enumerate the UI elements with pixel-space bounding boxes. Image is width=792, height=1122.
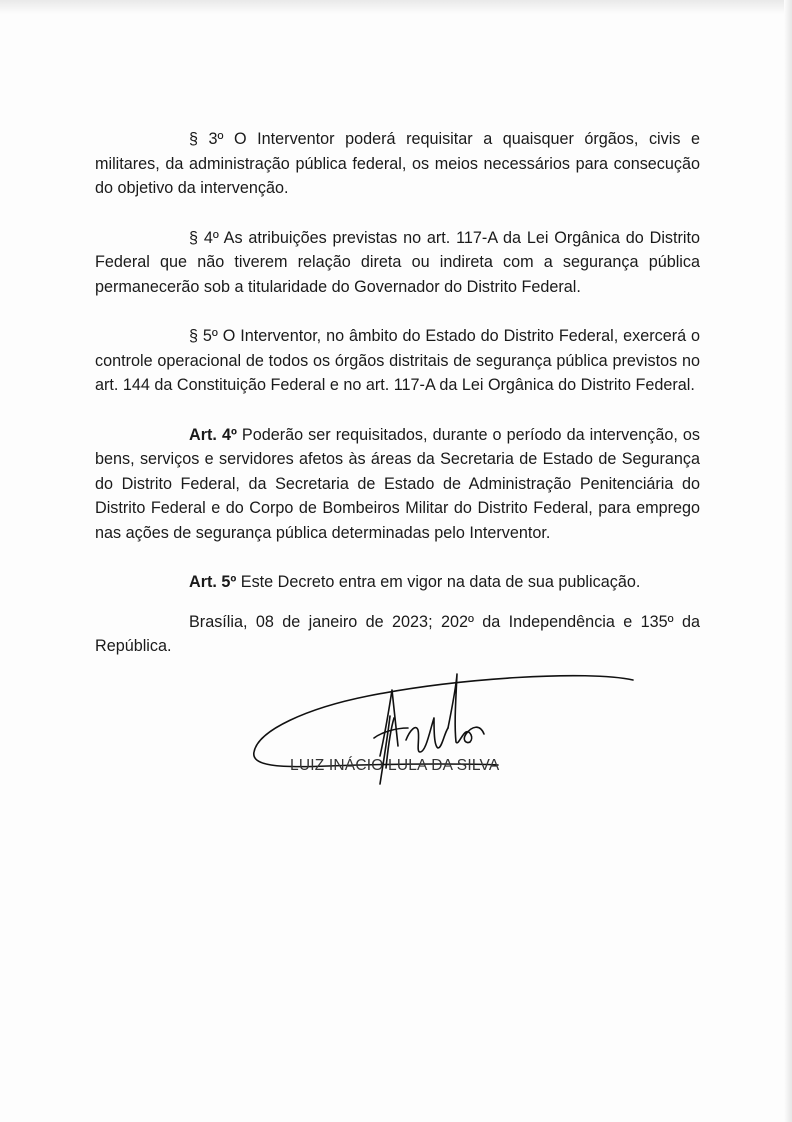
- closing-line: Brasília, 08 de janeiro de 2023; 202º da Independência e 135º da República.: [95, 612, 700, 655]
- article-4-text: Poderão ser requisitados, durante o período da intervenção, os bens, serviços e servidores afetos às áreas da Secretaria de Estado de Segurança do Distrito Federal, da Secretaria de Estado de Administração Penitenciária do Distrito Federal e do Corpo de Bombeiros Militar do Distrito Federal, para emprego nas ações de segurança pública determinadas pelo Interventor.: [95, 425, 700, 542]
- signer-name: LUIZ INÁCIO LULA DA SILVA: [290, 757, 500, 774]
- scan-right-edge: [784, 0, 792, 1122]
- article-5: [95, 570, 700, 595]
- article-5-text: Este Decreto entra em vigor na data de sua publicação.: [236, 573, 641, 591]
- article-5-label: Art. 5º: [189, 573, 237, 591]
- scan-top-edge: [0, 0, 792, 14]
- document-body: [95, 127, 700, 684]
- article-4: [95, 423, 700, 546]
- paragraph-4: § 4º As atribuições previstas no art. 117-A da Lei Orgânica do Distrito Federal que não tiverem relação direta ou indireta com a segurança pública permanecerão sob a titularidade do Governador do Distrito Federal.: [95, 228, 700, 296]
- paragraph-5: § 5º O Interventor, no âmbito do Estado do Distrito Federal, exercerá o controle operacional de todos os órgãos distritais de segurança pública previstos no art. 144 da Constituição Federal e no art. 117-A da Lei Orgânica do Distrito Federal.: [95, 327, 700, 394]
- article-4-label: Art. 4º: [189, 425, 237, 444]
- paragraph-3: § 3º O Interventor poderá requisitar a quaisquer órgãos, civis e militares, da administração pública federal, os meios necessários para consecução do objetivo da intervenção.: [95, 130, 700, 197]
